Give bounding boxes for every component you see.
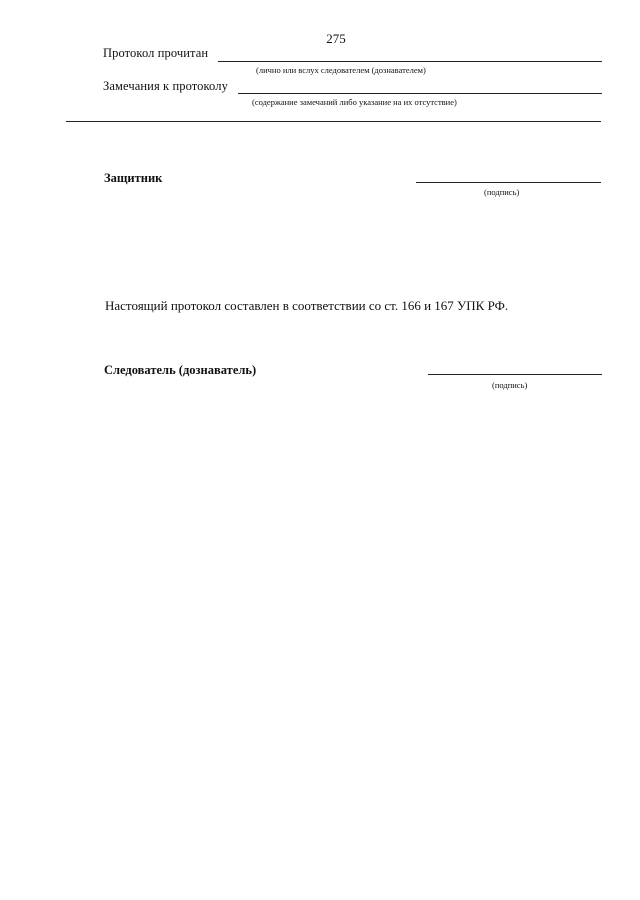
protocol-statement: Настоящий протокол составлен в соответствии со ст. 166 и 167 УПК РФ. bbox=[105, 298, 509, 313]
defender-signature-caption: (подпись) bbox=[484, 187, 520, 197]
protocol-read-line[interactable] bbox=[218, 61, 602, 62]
investigator-signature-caption: (подпись) bbox=[492, 380, 528, 390]
investigator-label: Следователь (дознаватель) bbox=[104, 363, 257, 377]
remarks-line[interactable] bbox=[238, 93, 602, 94]
remarks-caption: (содержание замечаний либо указание на их отсутствие) bbox=[252, 97, 457, 107]
section-divider bbox=[66, 121, 601, 122]
investigator-signature-line[interactable] bbox=[428, 374, 602, 375]
protocol-read-label: Протокол прочитан bbox=[103, 46, 209, 60]
remarks-label: Замечания к протоколу bbox=[103, 79, 228, 93]
defender-signature-line[interactable] bbox=[416, 182, 601, 183]
defender-label: Защитник bbox=[104, 171, 163, 185]
page-number: 275 bbox=[326, 31, 346, 46]
protocol-read-caption: (лично или вслух следователем (дознавателем) bbox=[256, 65, 426, 75]
